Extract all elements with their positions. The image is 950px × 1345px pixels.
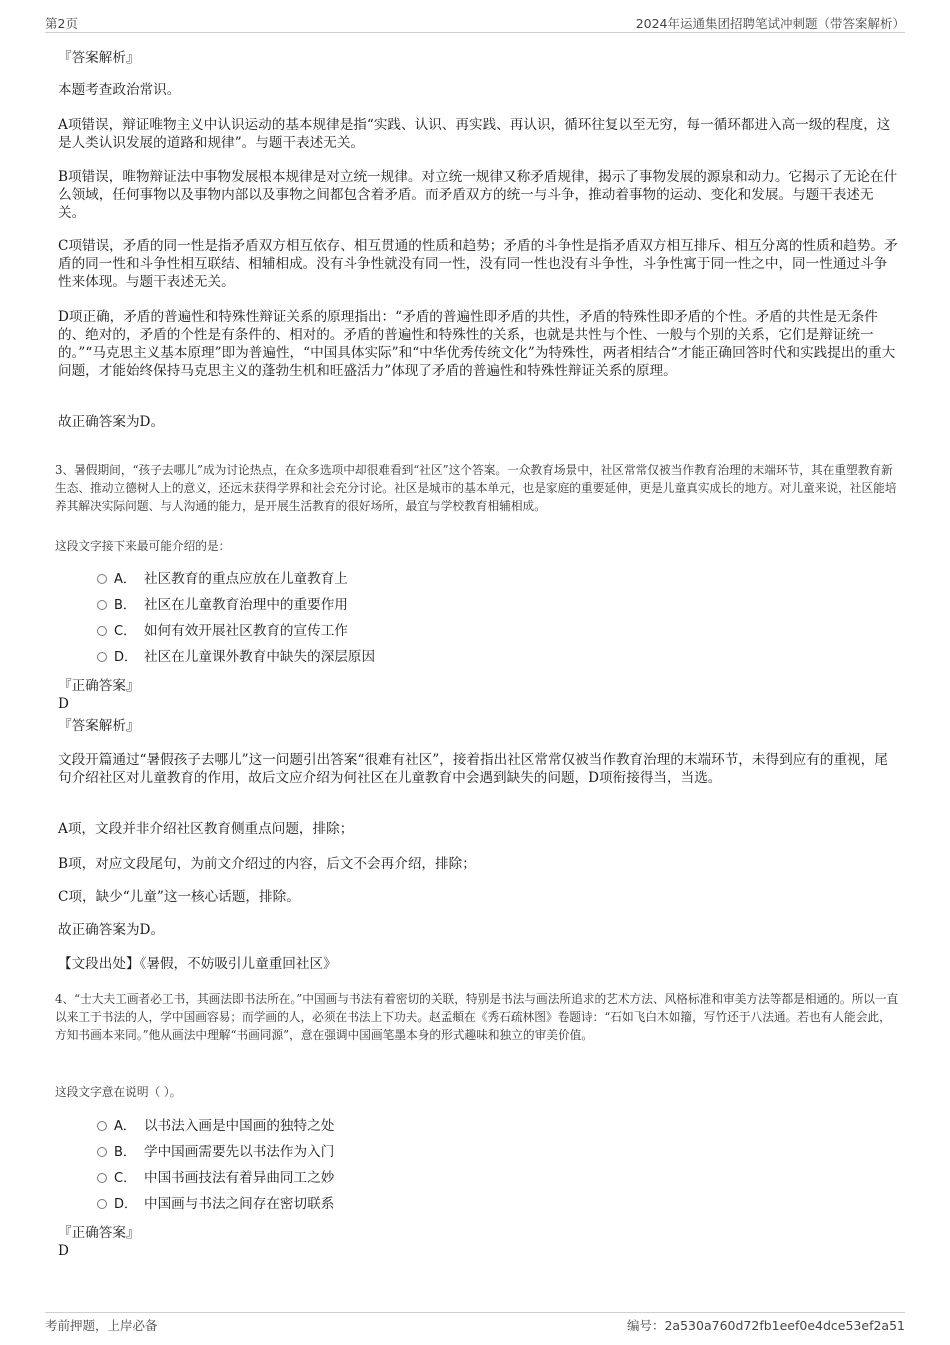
- footer-slogan: 考前押题，上岸必备: [45, 1318, 158, 1333]
- question-prompt: 这段文字意在说明（ ）。: [55, 1085, 182, 1099]
- radio-button[interactable]: [97, 600, 107, 610]
- correct-answer: D: [58, 696, 69, 712]
- page-number: 第2页: [45, 16, 78, 31]
- option-text: 中国书画技法有着异曲同工之妙: [144, 1170, 335, 1186]
- analysis-paragraph: 本题考查政治常识。: [58, 82, 181, 98]
- document-title: 2024年运通集团招聘笔试冲刺题（带答案解析）: [635, 16, 905, 31]
- document-id: 编号：2a530a760d72fb1eef0e4dce53ef2a51: [626, 1318, 905, 1333]
- correct-answer: D: [58, 1243, 69, 1259]
- option-c[interactable]: C． 中国书画技法有着异曲同工之妙: [97, 1168, 334, 1188]
- option-text: 社区教育的重点应放在儿童教育上: [144, 571, 348, 587]
- page-header: [45, 12, 905, 33]
- analysis-paragraph: A项，文段并非介绍社区教育侧重点问题，排除；: [58, 821, 354, 837]
- question-stem: 4、“士大夫工画者必工书，其画法即书法所在。”中国画与书法有着密切的关联，特别是书法与画法所追求的艺术方法、风格标准和审美方法等都是相通的。所以一直以来工于书法的人，学中国画容易；而学画的人，必须在书法上下功夫。赵孟頫在《秀石疏林图》卷题诗：“石如飞白木如籀，写竹还于八法通。若也有人能会此，方知书画本来同。”他从画法中理解“书画同源”，意在强调中国画笔墨本身的形式趣味和独立的审美价值。: [55, 992, 899, 1042]
- analysis-paragraph: 文段开篇通过“暑假孩子去哪儿”这一问题引出答案“很难有社区”，接着指出社区常常仅被当作教育治理的末端环节，未得到应有的重视，尾句介绍社区对儿童教育的作用，故后文应介绍为何社区在儿童教育中会遇到缺失的问题，D项衔接得当，当选。: [58, 752, 888, 786]
- option-b[interactable]: B． 学中国画需要先以书法作为入门: [97, 1142, 334, 1162]
- analysis-heading: 『答案解析』: [58, 50, 140, 66]
- option-text: 如何有效开展社区教育的宣传工作: [144, 623, 348, 639]
- question-stem: 3、暑假期间，“孩子去哪儿”成为讨论热点，在众多选项中却很难看到“社区”这个答案。一众教育场景中，社区常常仅被当作教育治理的末端环节，其在重塑教育新生态、推动立德树人上的意义，还远未获得学界和社会充分讨论。社区是城市的基本单元，也是家庭的重要延伸，更是儿童真实成长的地方。对儿童来说，社区能培养其解决实际问题、与人沟通的能力，是开展生活教育的很好场所，最宜与学校教育相辅相成。: [55, 463, 897, 513]
- analysis-paragraph: C项错误，矛盾的同一性是指矛盾双方相互依存、相互贯通的性质和趋势；矛盾的斗争性是指矛盾双方相互排斥、相互分离的性质和趋势。矛盾的同一性和斗争性相互联结、相辅相成。没有斗争性就没有同一性，没有同一性也没有斗争性，斗争性寓于同一性之中，同一性通过斗争性来体现。与题干表述无关。: [58, 238, 898, 290]
- radio-button[interactable]: [97, 1199, 107, 1209]
- page-footer: [45, 1312, 905, 1335]
- radio-button[interactable]: [97, 574, 107, 584]
- conclusion: 故正确答案为D。: [58, 414, 165, 430]
- radio-button[interactable]: [97, 1147, 107, 1157]
- conclusion: 故正确答案为D。: [58, 922, 165, 938]
- source-citation: 【文段出处】《暑假，不妨吸引儿童重回社区》: [58, 956, 337, 972]
- option-a[interactable]: A． 社区教育的重点应放在儿童教育上: [97, 569, 348, 589]
- option-text: 社区在儿童课外教育中缺失的深层原因: [144, 649, 376, 665]
- option-d[interactable]: D． 中国画与书法之间存在密切联系: [97, 1194, 334, 1214]
- option-c[interactable]: C． 如何有效开展社区教育的宣传工作: [97, 621, 348, 641]
- option-text: 中国画与书法之间存在密切联系: [144, 1196, 335, 1212]
- analysis-paragraph: B项错误，唯物辩证法中事物发展根本规律是对立统一规律。对立统一规律又称矛盾规律，揭示了事物发展的源泉和动力。它揭示了无论在什么领域，任何事物以及事物内部以及事物之间都包含着矛盾。而矛盾双方的统一与斗争，推动着事物的运动、变化和发展。与题干表述无关。: [58, 169, 898, 221]
- analysis-paragraph: C项，缺少“儿童”这一核心话题，排除。: [58, 889, 300, 905]
- analysis-heading: 『答案解析』: [58, 718, 140, 734]
- question-prompt: 这段文字接下来最可能介绍的是：: [55, 539, 231, 553]
- analysis-paragraph: D项正确，矛盾的普遍性和特殊性辩证关系的原理指出：“矛盾的普遍性即矛盾的共性，矛盾的特殊性即矛盾的个性。矛盾的共性是无条件的、绝对的，矛盾的个性是有条件的、相对的。矛盾的普遍性和特殊性的关系，也就是共性与个性、一般与个别的关系，它们是辩证统一的。”“马克思主义基本原理”即为普遍性，“中国具体实际”和“中华优秀传统文化”为特殊性，两者相结合“才能正确回答时代和实践提出的重大问题，才能始终保持马克思主义的蓬勃生机和旺盛活力”体现了矛盾的普遍性和特殊性辩证关系的原理。: [58, 309, 896, 379]
- radio-button[interactable]: [97, 1173, 107, 1183]
- option-text: 学中国画需要先以书法作为入门: [144, 1144, 335, 1160]
- answer-heading: 『正确答案』: [58, 678, 140, 694]
- option-d[interactable]: D． 社区在儿童课外教育中缺失的深层原因: [97, 647, 375, 667]
- radio-button[interactable]: [97, 1121, 107, 1131]
- option-a[interactable]: A． 以书法入画是中国画的独特之处: [97, 1116, 334, 1136]
- analysis-paragraph: A项错误，辩证唯物主义中认识运动的基本规律是指“实践、认识、再实践、再认识，循环往复以至无穷，每一循环都进入高一级的程度，这是人类认识发展的道路和规律”。与题干表述无关。: [58, 117, 891, 151]
- radio-button[interactable]: [97, 626, 107, 636]
- option-b[interactable]: B． 社区在儿童教育治理中的重要作用: [97, 595, 348, 615]
- option-text: 以书法入画是中国画的独特之处: [144, 1118, 335, 1134]
- answer-heading: 『正确答案』: [58, 1225, 140, 1241]
- radio-button[interactable]: [97, 652, 107, 662]
- analysis-paragraph: B项，对应文段尾句，为前文介绍过的内容，后文不会再介绍，排除；: [58, 856, 476, 872]
- option-text: 社区在儿童教育治理中的重要作用: [144, 597, 348, 613]
